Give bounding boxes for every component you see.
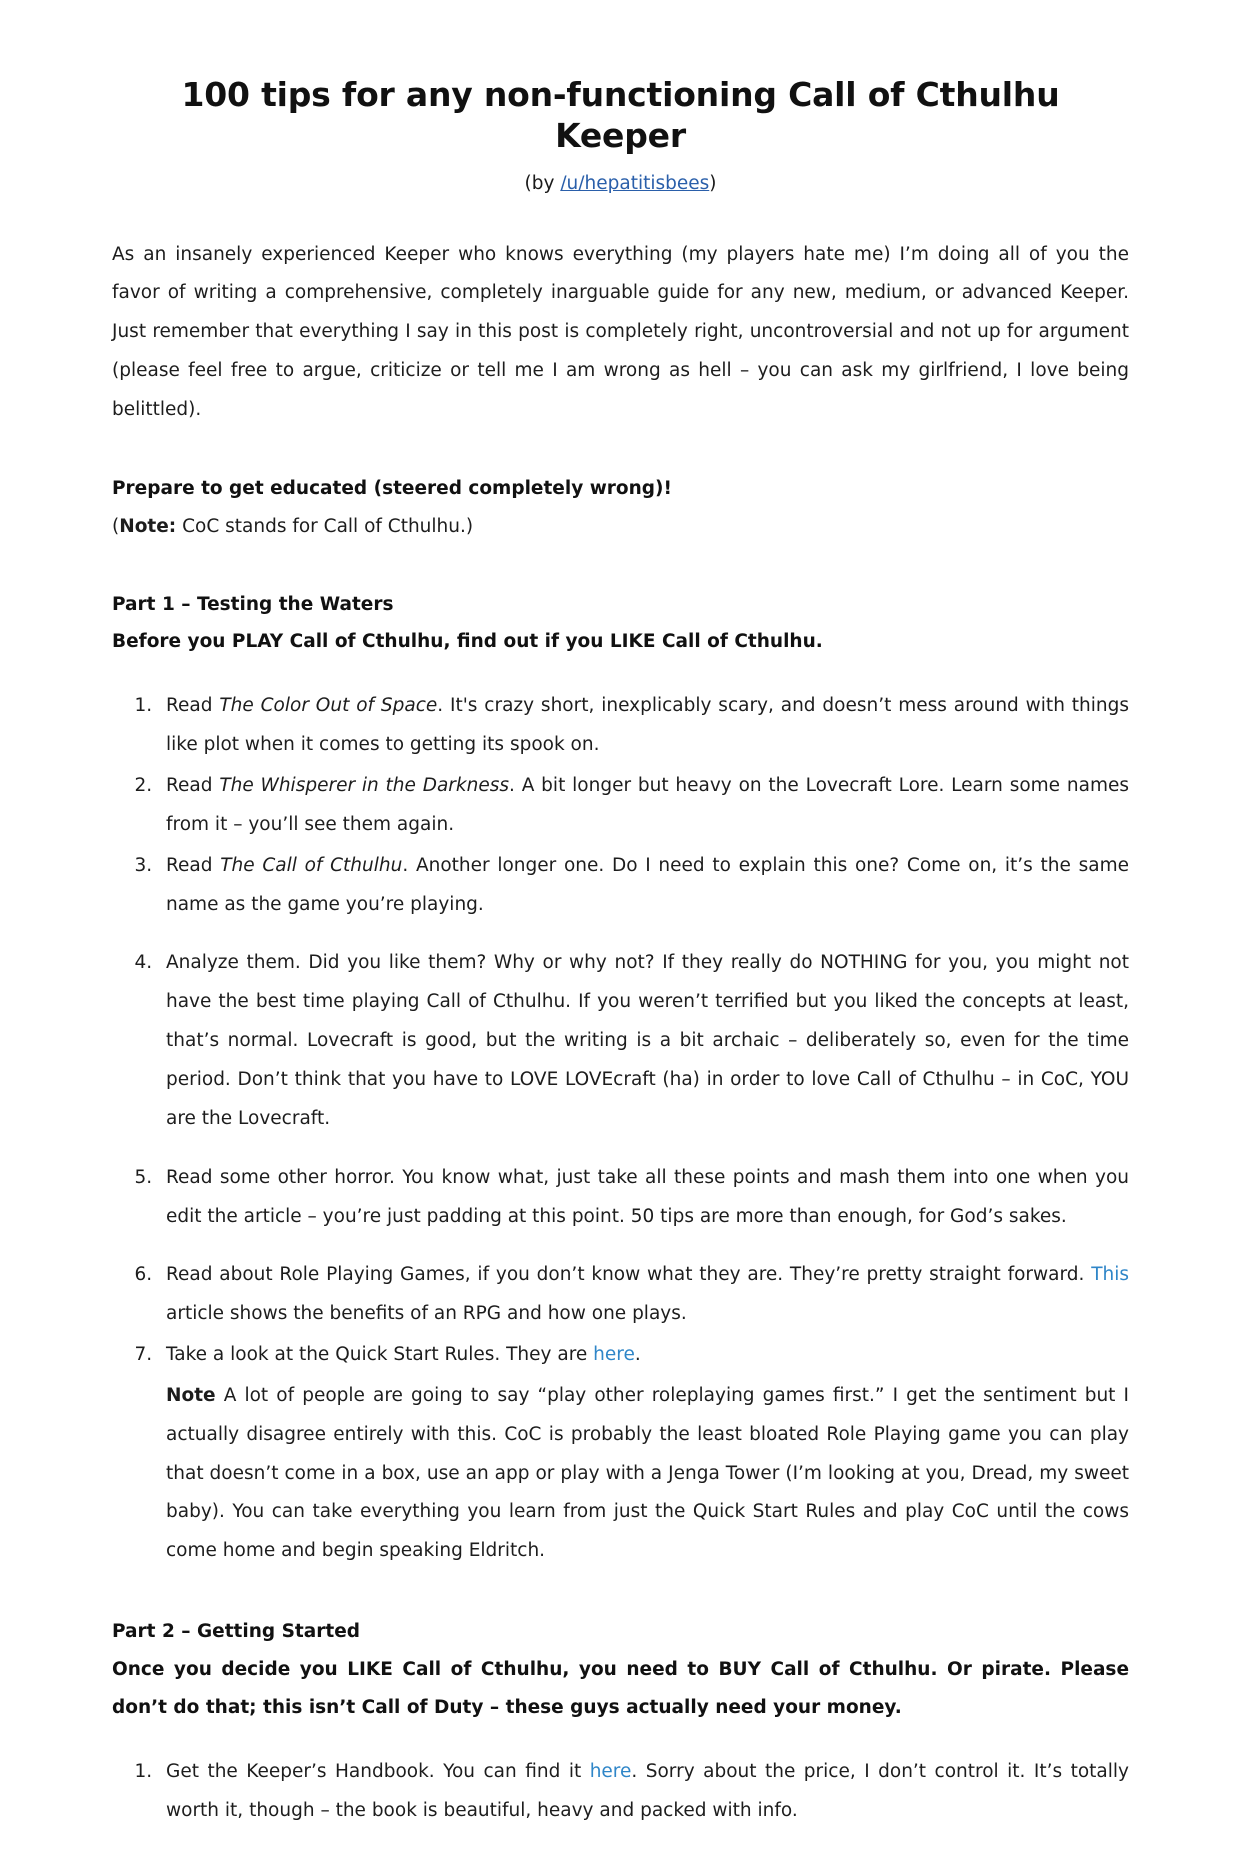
note-body: A lot of people are going to say “play other roleplaying games first.” I get the sentiment but I actually disagree entirely with this. CoC is probably the least bloated Role Playing game you can play that doesn’t come in a box, use an app or play with a Jenga Tower (I’m looking at you, Dread, my sweet baby). You can take everything you learn from just the Quick Start Rules and play CoC until the cows come home and begin speaking Eldritch. [166,1384,1129,1562]
item-text-post: . A bit longer but heavy on the Lovecraft Lore. Learn some names from it – you’ll see them again. [166,775,1129,835]
item-text-pre: Read about Role Playing Games, if you don’t know what they are. They’re pretty straight forward. [166,1264,1092,1286]
spacer [112,546,1129,586]
item-text-post: . It's crazy short, inexplicably scary, and doesn’t mess around with things like plot when it comes to getting its spook on. [166,695,1129,756]
note-open-paren: ( [112,515,120,537]
note-label: Note: [119,515,177,537]
list-item [158,847,1129,925]
item-text-post: . Sorry about the price, I don’t control it. It’s totally worth it, though – the book is beautiful, heavy and packed with info. [166,1760,1129,1821]
list-item [158,1256,1129,1334]
item-title-italic: The Whisperer in the Darkness [219,775,510,797]
list-item [158,944,1129,1138]
item-text-pre: Get the Keeper’s Handbook. You can find it [166,1760,590,1782]
item-text-pre: Read some other horror. You know what, just take all these points and mash them into one when you edit the article – you’re just padding at this point. 50 tips are more than enough, for God’s sakes. [166,1166,1129,1227]
coc-note-line [112,508,1129,546]
spacer [112,1573,1129,1613]
item-title-italic: The Call of Cthulhu [220,854,403,876]
author-link[interactable]: /u/hepatitisbees [560,172,710,194]
byline [112,173,1129,194]
item-text-post: article shows the benefits of an RPG and how one plays. [166,1303,687,1325]
this-article-link[interactable]: This [1091,1264,1129,1286]
intro-paragraph: As an insanely experienced Keeper who knows everything (my players hate me) I’m doing all of you the favor of writing a comprehensive, completely inarguable guide for any new, medium, or advanced Keeper. Just remember that everything I say in this post is completely right, uncontroversial and not up for argument (please feel free to argue, criticize or tell me I am wrong as hell – you can ask my girlfriend, I love being belittled). [112,243,1129,420]
list-item [158,1753,1129,1831]
note-text: CoC stands for Call of Cthulhu.) [176,515,474,537]
part1-tips-list [112,687,1129,1571]
item-text-pre: Analyze them. Did you like them? Why or why not? If they really do NOTHING for you, you might not have the best time playing Call of Cthulhu. If you weren’t terrified but you liked the concepts at least, that’s normal. Lovecraft is good, but the writing is a bit archaic – deliberately so, even for the time period. Don’t think that you have to LOVE LOVEcraft (ha) in order to love Call of Cthulhu – in CoC, YOU are the Lovecraft. [166,952,1129,1129]
note-label: Note [166,1384,216,1406]
part2-subheading: Once you decide you LIKE Call of Cthulhu, you need to BUY Call of Cthulhu. Or pirate. Please don’t do that; this isn’t Call of Duty – these guys actually need your money. [112,1659,1129,1718]
part2-heading: Part 2 – Getting Started [112,1621,360,1643]
keepers-handbook-link[interactable]: here [589,1760,632,1782]
list-item [158,1336,1129,1571]
byline-suffix: ) [709,172,717,194]
part2-heading-group [112,1613,1129,1727]
item-title-italic: The Color Out of Space [219,695,438,717]
item-note-paragraph [166,1377,1129,1571]
byline-prefix: (by [524,172,561,194]
item-text-pre: Read [166,775,220,797]
list-item [158,1159,1129,1237]
part1-heading: Part 1 – Testing the Waters [112,593,394,615]
part1-subheading: Before you PLAY Call of Cthulhu, find out if you LIKE Call of Cthulhu. [112,631,823,653]
item-text-post: . Another longer one. Do I need to explain this one? Come on, it’s the same name as the game you’re playing. [166,854,1129,915]
item-text-pre: Take a look at the Quick Start Rules. They are [166,1344,594,1366]
item-text-pre: Read [166,695,220,717]
prepare-heading: Prepare to get educated (steered completely wrong)! [112,477,672,499]
page-title: 100 tips for any non-functioning Call of Cthulhu Keeper [181,75,1060,156]
item-text-pre: Read [166,854,221,876]
part2-tips-list [112,1753,1129,1831]
list-item [158,687,1129,765]
spacer [112,430,1129,470]
quick-start-rules-link[interactable]: here [593,1344,635,1366]
item-text-post: . [634,1344,641,1366]
list-item [158,767,1129,845]
part1-heading-group [112,586,1129,662]
